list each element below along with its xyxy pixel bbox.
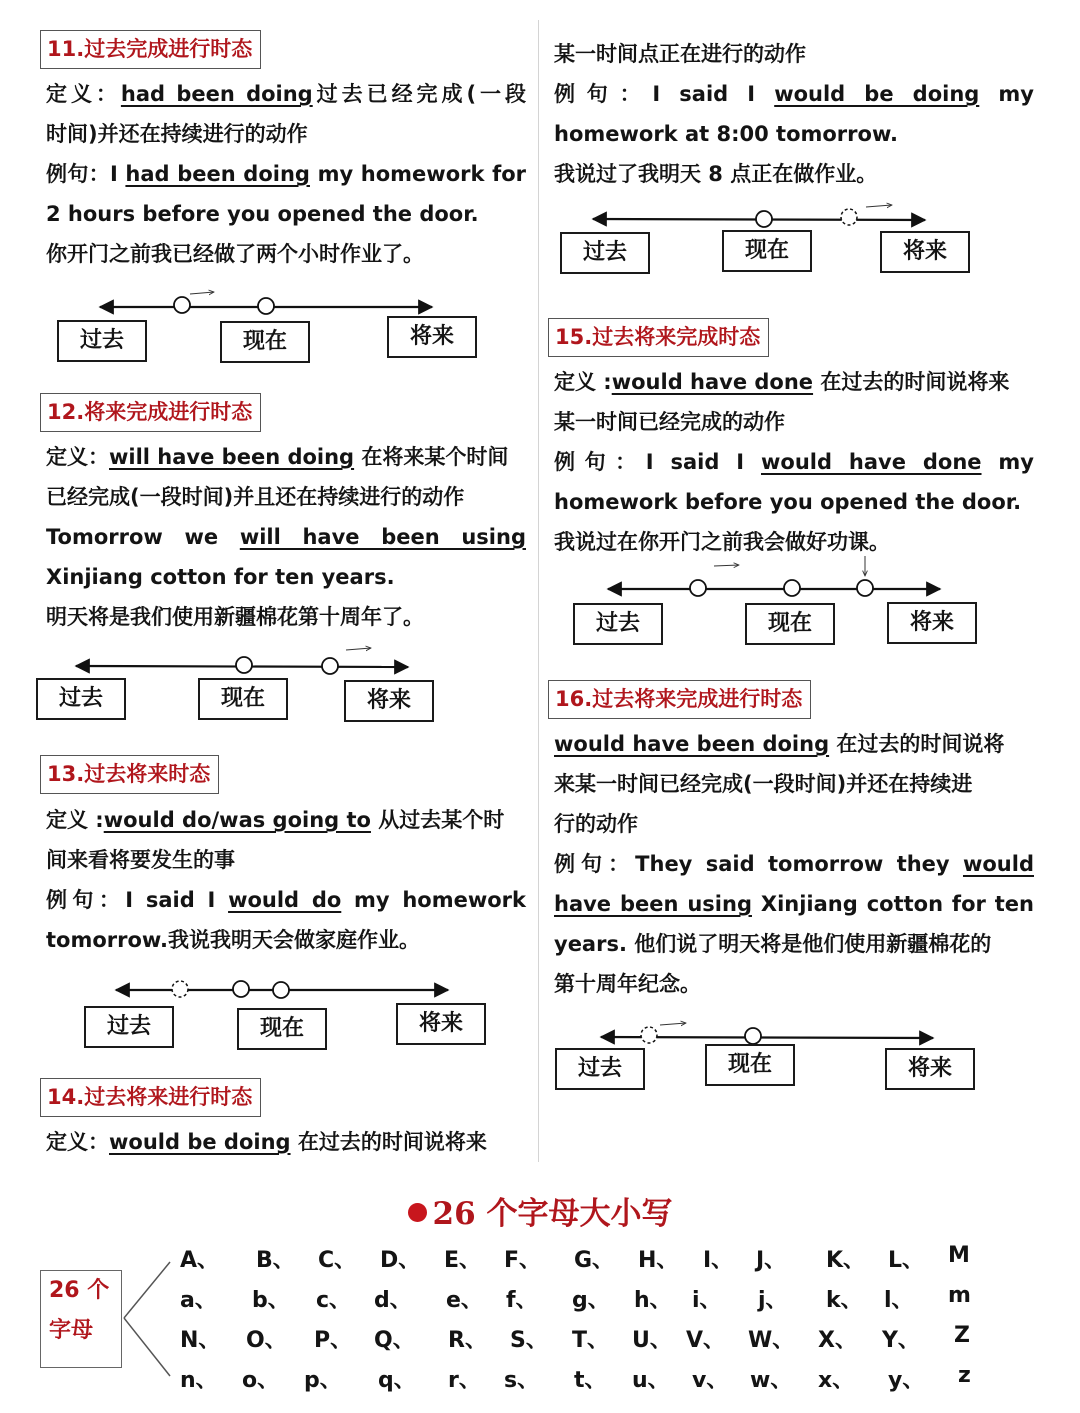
future-point xyxy=(322,658,338,674)
example-text: my xyxy=(981,450,1034,474)
letter: I、 xyxy=(703,1248,734,1273)
letter: l、 xyxy=(884,1288,914,1313)
section-16-definition-cont-2: 行的动作 xyxy=(554,812,638,836)
future-label: 将来 xyxy=(887,602,977,644)
now-label: 现在 xyxy=(745,603,835,645)
example-label: 例句：I said I xyxy=(554,450,761,474)
past-point xyxy=(172,981,188,997)
future-label: 将来 xyxy=(387,316,477,358)
letter: S、 xyxy=(510,1328,548,1353)
letter: o、 xyxy=(242,1368,280,1393)
section-13-title: 13.过去将来时态 xyxy=(40,755,219,794)
now-point xyxy=(233,981,249,997)
section-16-example-cont-3: 第十周年纪念。 xyxy=(554,972,701,996)
letter: i、 xyxy=(692,1288,722,1313)
section-15-definition xyxy=(554,362,1009,402)
section-11-translation: 你开门之前我已经做了两个小时作业了。 xyxy=(46,242,424,266)
tense-form: would do xyxy=(228,888,342,912)
letter: j、 xyxy=(758,1288,788,1313)
section-16-example xyxy=(554,844,1034,884)
section-15-definition-cont: 某一时间已经完成的动作 xyxy=(554,410,785,434)
letter: Z xyxy=(954,1323,970,1348)
section-14-translation: 我说过了我明天 8 点正在做作业。 xyxy=(554,162,878,186)
future-point xyxy=(841,209,857,225)
letter: u、 xyxy=(632,1368,670,1393)
past-label: 过去 xyxy=(57,320,147,362)
definition-text: 在过去的时间说将来 xyxy=(813,370,1010,394)
letter: q、 xyxy=(378,1368,416,1393)
section-12-example xyxy=(46,517,526,557)
letter: T、 xyxy=(572,1328,610,1353)
section-15-translation: 我说过在你开门之前我会做好功课。 xyxy=(554,530,890,554)
letter: b、 xyxy=(252,1288,290,1313)
section-15-example xyxy=(554,442,1034,482)
section-13-timeline xyxy=(116,981,448,998)
alphabet-label-box xyxy=(40,1270,122,1368)
now-point xyxy=(784,580,800,596)
letter: z xyxy=(958,1363,971,1388)
section-11-timeline xyxy=(100,292,432,314)
letter: N、 xyxy=(180,1328,221,1353)
progress-arrow xyxy=(866,205,892,207)
letter: e、 xyxy=(446,1288,483,1313)
past-point xyxy=(690,580,706,596)
letter: H、 xyxy=(638,1248,679,1273)
tense-form: would have been doing xyxy=(554,732,830,756)
future-label: 将来 xyxy=(885,1048,975,1090)
letter: n、 xyxy=(180,1368,218,1393)
letter: c、 xyxy=(316,1288,352,1313)
section-12-timeline xyxy=(76,648,408,674)
section-14-definition-cont: 某一时间点正在进行的动作 xyxy=(554,42,806,66)
future-point xyxy=(857,580,873,596)
definition-label: 定义 : xyxy=(46,808,104,832)
section-13-example xyxy=(46,880,526,920)
letter: Q、 xyxy=(374,1328,415,1353)
tense-form: would have done xyxy=(611,370,814,394)
letter: x、 xyxy=(818,1368,855,1393)
now-label: 现在 xyxy=(722,230,812,272)
alphabet-label-line2: 字母 xyxy=(49,1318,94,1343)
future-point xyxy=(273,982,289,998)
definition-text: 在过去的时间说将来 xyxy=(290,1130,487,1154)
section-14-definition xyxy=(46,1122,487,1162)
example-label: 例句：I said I xyxy=(554,82,775,106)
tense-form: would xyxy=(962,852,1034,876)
section-12-example-cont: Xinjiang cotton for ten years. xyxy=(46,565,395,589)
tense-form: have been using xyxy=(554,892,752,916)
now-point xyxy=(745,1028,761,1044)
alphabet-label-line1: 26 个 xyxy=(49,1278,110,1303)
section-13-definition-cont: 间来看将要发生的事 xyxy=(46,848,235,872)
section-15-example-cont: homework before you opened the door. xyxy=(554,490,1022,514)
past-label: 过去 xyxy=(560,232,650,274)
future-label: 将来 xyxy=(396,1003,486,1045)
alphabet-title xyxy=(0,1188,1080,1233)
letter: P、 xyxy=(314,1328,353,1353)
section-13-example-cont: tomorrow.我说我明天会做家庭作业。 xyxy=(46,928,420,952)
section-13-definition xyxy=(46,800,504,840)
now-label: 现在 xyxy=(237,1008,327,1050)
tense-form: had been doing xyxy=(120,82,313,106)
past-label: 过去 xyxy=(36,678,126,720)
section-14-example-cont: homework at 8:00 tomorrow. xyxy=(554,122,898,146)
example-label: 例句：I xyxy=(46,162,126,186)
example-label: 例句：I said I xyxy=(46,888,229,912)
past-label: 过去 xyxy=(555,1048,645,1090)
section-15-title: 15.过去将来完成时态 xyxy=(548,318,769,357)
alphabet-title-text: 26 个字母大小写 xyxy=(432,1196,673,1232)
definition-label: 定义： xyxy=(46,1130,109,1154)
letter: y、 xyxy=(888,1368,925,1393)
letter: O、 xyxy=(246,1328,287,1353)
past-point xyxy=(174,297,190,313)
section-12-title: 12.将来完成进行时态 xyxy=(40,393,261,432)
letter: f、 xyxy=(506,1288,538,1313)
tense-form: would have done xyxy=(761,450,982,474)
letter: B、 xyxy=(256,1248,295,1273)
definition-text: 在将来某个时间 xyxy=(354,445,509,469)
tense-form: will have been using xyxy=(239,525,526,549)
section-14-timeline xyxy=(593,205,925,227)
letter: M xyxy=(948,1243,970,1268)
past-label: 过去 xyxy=(573,603,663,645)
letter: h、 xyxy=(634,1288,672,1313)
letter: k、 xyxy=(826,1288,863,1313)
letter: w、 xyxy=(750,1368,793,1393)
definition-label: 定义： xyxy=(46,445,109,469)
past-point xyxy=(641,1027,657,1043)
letter: Y、 xyxy=(882,1328,920,1353)
example-label: 例句：They said tomorrow they xyxy=(554,852,963,876)
letter: K、 xyxy=(826,1248,866,1273)
bullet-icon xyxy=(408,1203,427,1222)
example-text: my xyxy=(979,82,1034,106)
letter: s、 xyxy=(504,1368,540,1393)
tense-form: would do/was going to xyxy=(103,808,371,832)
letter: U、 xyxy=(632,1328,672,1353)
letter: A、 xyxy=(180,1248,220,1273)
letter: X、 xyxy=(818,1328,857,1353)
tense-form: would be doing xyxy=(109,1130,291,1154)
now-label: 现在 xyxy=(705,1044,795,1086)
letter: J、 xyxy=(756,1248,787,1273)
now-point xyxy=(236,657,252,673)
letter: D、 xyxy=(380,1248,421,1273)
section-16-example-cont-2: years. 他们说了明天将是他们使用新疆棉花的 xyxy=(554,932,992,956)
section-16-title: 16.过去将来完成进行时态 xyxy=(548,680,811,719)
section-11-title: 11.过去完成进行时态 xyxy=(40,30,261,69)
example-text: my homework for xyxy=(309,162,526,186)
now-label: 现在 xyxy=(220,321,310,363)
section-14-title: 14.过去将来进行时态 xyxy=(40,1078,261,1117)
letter: a、 xyxy=(180,1288,217,1313)
example-text: Xinjiang cotton for ten xyxy=(751,892,1034,916)
section-16-definition xyxy=(554,724,1004,764)
letter: r、 xyxy=(448,1368,481,1393)
letter: L、 xyxy=(888,1248,925,1273)
future-label: 将来 xyxy=(880,231,970,273)
progress-arrow xyxy=(660,1023,686,1025)
alphabet-connector xyxy=(124,1262,170,1376)
definition-label: 定义 : xyxy=(554,370,612,394)
progress-arrow xyxy=(714,565,739,566)
now-point xyxy=(756,211,772,227)
progress-arrow xyxy=(346,648,371,650)
now-label: 现在 xyxy=(198,678,288,720)
letter: R、 xyxy=(448,1328,487,1353)
example-text: Tomorrow we xyxy=(46,525,240,549)
letter: p、 xyxy=(304,1368,342,1393)
section-12-definition-cont: 已经完成(一段时间)并且还在持续进行的动作 xyxy=(46,485,465,509)
future-label: 将来 xyxy=(344,680,434,722)
definition-label: 定义： xyxy=(46,82,121,106)
definition-text: 过去已经完成(一段 xyxy=(312,82,526,106)
section-12-definition xyxy=(46,437,508,477)
progress-arrow xyxy=(190,292,214,294)
section-12-translation: 明天将是我们使用新疆棉花第十周年了。 xyxy=(46,605,424,629)
section-15-timeline xyxy=(608,556,940,596)
letter: F、 xyxy=(504,1248,542,1273)
letter: W、 xyxy=(748,1328,795,1353)
letter: G、 xyxy=(574,1248,615,1273)
section-16-example-cont xyxy=(554,884,1034,924)
definition-text: 从过去某个时 xyxy=(370,808,505,832)
letter: E、 xyxy=(444,1248,482,1273)
letter: C、 xyxy=(318,1248,357,1273)
letter: v、 xyxy=(692,1368,729,1393)
past-label: 过去 xyxy=(84,1006,174,1048)
letter: d、 xyxy=(374,1288,412,1313)
tense-form: would be doing xyxy=(774,82,980,106)
letter: g、 xyxy=(572,1288,610,1313)
letter: V、 xyxy=(686,1328,726,1353)
section-11-definition-cont: 时间)并还在持续进行的动作 xyxy=(46,122,308,146)
section-16-timeline xyxy=(601,1023,933,1044)
section-11-example-cont: 2 hours before you opened the door. xyxy=(46,202,479,226)
definition-text: 在过去的时间说将 xyxy=(829,732,1005,756)
tense-form: had been doing xyxy=(125,162,310,186)
section-14-example xyxy=(554,74,1034,114)
now-point xyxy=(258,298,274,314)
section-16-definition-cont: 来某一时间已经完成(一段时间)并还在持续进 xyxy=(554,772,973,796)
example-text: my homework xyxy=(341,888,526,912)
letter: m xyxy=(948,1283,971,1308)
letter: t、 xyxy=(574,1368,607,1393)
tense-form: will have been doing xyxy=(109,445,355,469)
